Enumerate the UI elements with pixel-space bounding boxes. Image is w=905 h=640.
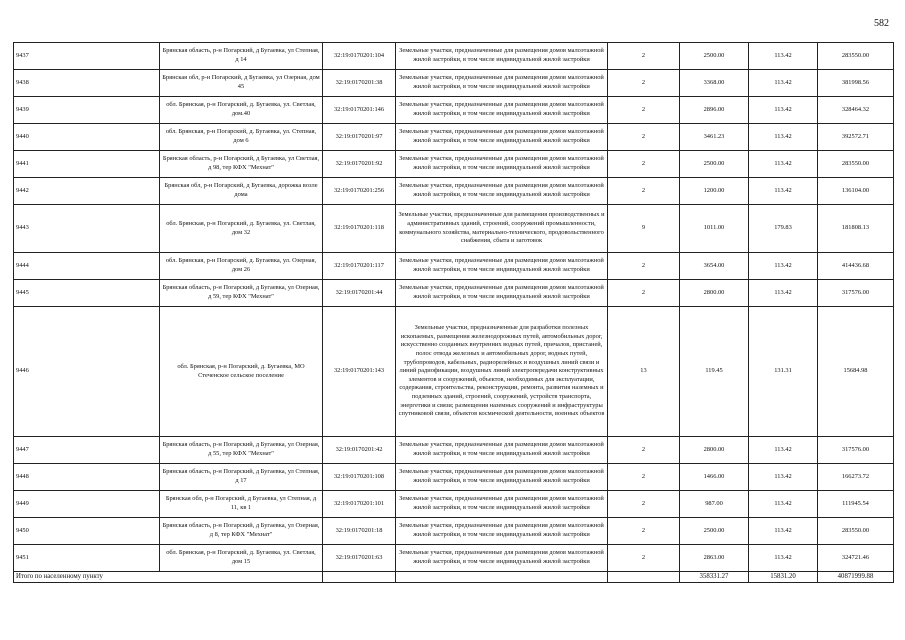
table-row	[14, 124, 894, 151]
cadastral-number-cell: 32:19:0170201:44	[323, 280, 396, 307]
address-cell: Брянская область, р-н Погарский, д Бугаевка, ул Озерная, д 8, тер КФХ "Мехнат"	[160, 518, 323, 545]
land-use-cell: Земельные участки, предназначенные для размещения домов малоэтажной жилой застройки, в том числе индивидуальной жилой застройки	[396, 464, 608, 491]
cadastral-value-cell: 283550.00	[818, 151, 894, 178]
use-code-cell: 9	[608, 205, 680, 253]
cadastral-number-cell: 32:19:0170201:118	[323, 205, 396, 253]
specific-value-cell: 113.42	[749, 97, 818, 124]
specific-value-cell: 113.42	[749, 43, 818, 70]
address-cell: Брянская область, р-н Погарский, д Бугаевка, ул Степная, д 17	[160, 464, 323, 491]
total-value: 40871999.88	[818, 572, 894, 583]
address-cell: обл. Брянская, р-н Погарский, д. Бугаевка, ул. Светлая, дом 15	[160, 545, 323, 572]
specific-value-cell: 113.42	[749, 545, 818, 572]
specific-value-cell: 113.42	[749, 151, 818, 178]
row-number: 9437	[14, 43, 160, 70]
use-code-cell: 2	[608, 178, 680, 205]
area-cell: 1466.00	[680, 464, 749, 491]
table-row	[14, 491, 894, 518]
address-cell: обл. Брянская, р-н Погарский, д. Бугаевка, ул. Степная, дом 6	[160, 124, 323, 151]
cadastral-value-cell: 392572.71	[818, 124, 894, 151]
use-code-cell: 2	[608, 491, 680, 518]
cadastral-value-cell: 414436.68	[818, 253, 894, 280]
area-cell: 2500.00	[680, 518, 749, 545]
cadastral-value-cell: 317576.00	[818, 437, 894, 464]
cadastral-value-cell: 136104.00	[818, 178, 894, 205]
address-cell: Брянская обл, р-н Погарский, д Бугаевка, ул Озерная, дом 45	[160, 70, 323, 97]
area-cell: 2863.00	[680, 545, 749, 572]
row-number: 9445	[14, 280, 160, 307]
table-row	[14, 464, 894, 491]
table-body	[14, 43, 894, 583]
specific-value-cell: 113.42	[749, 437, 818, 464]
table-row	[14, 307, 894, 437]
area-cell: 3461.23	[680, 124, 749, 151]
area-cell: 119.45	[680, 307, 749, 437]
use-code-cell: 2	[608, 124, 680, 151]
use-code-cell: 2	[608, 151, 680, 178]
area-cell: 3368.00	[680, 70, 749, 97]
cadastral-value-cell: 181808.13	[818, 205, 894, 253]
address-cell: обл. Брянская, р-н Погарский, д. Бугаевка, МО Стеченское сельское поселение	[160, 307, 323, 437]
cadastral-number-cell: 32:19:0170201:117	[323, 253, 396, 280]
table-row	[14, 437, 894, 464]
row-number: 9443	[14, 205, 160, 253]
use-code-cell: 2	[608, 43, 680, 70]
land-use-cell: Земельные участки, предназначенные для размещения домов малоэтажной жилой застройки, в том числе индивидуальной жилой застройки	[396, 178, 608, 205]
specific-value-cell: 113.42	[749, 280, 818, 307]
cadastral-number-cell: 32:19:0170201:63	[323, 545, 396, 572]
area-cell: 1011.00	[680, 205, 749, 253]
table-row	[14, 545, 894, 572]
cadastral-number-cell: 32:19:0170201:38	[323, 70, 396, 97]
table-row	[14, 280, 894, 307]
land-use-cell: Земельные участки, предназначенные для размещения домов малоэтажной жилой застройки, в том числе индивидуальной жилой застройки	[396, 518, 608, 545]
use-code-cell: 13	[608, 307, 680, 437]
address-cell: обл. Брянская, р-н Погарский, д. Бугаевка, ул. Озерная, дом 26	[160, 253, 323, 280]
address-cell: обл. Брянская, р-н Погарский, д. Бугаевка, ул. Светлая, дом 32	[160, 205, 323, 253]
total-area: 358331.27	[680, 572, 749, 583]
land-use-cell: Земельные участки, предназначенные для размещения домов малоэтажной жилой застройки, в том числе индивидуальной жилой застройки	[396, 280, 608, 307]
area-cell: 987.00	[680, 491, 749, 518]
table-row	[14, 518, 894, 545]
specific-value-cell: 113.42	[749, 464, 818, 491]
land-use-cell: Земельные участки, предназначенные для размещения домов малоэтажной жилой застройки, в том числе индивидуальной жилой застройки	[396, 437, 608, 464]
cadastral-value-cell: 111945.54	[818, 491, 894, 518]
use-code-cell: 2	[608, 437, 680, 464]
cadastral-value-cell: 317576.00	[818, 280, 894, 307]
table-row	[14, 253, 894, 280]
area-cell: 2800.00	[680, 280, 749, 307]
address-cell: обл. Брянская, р-н Погарский, д. Бугаевка, ул. Светлая, дом.40	[160, 97, 323, 124]
address-cell: Брянская обл, р-н Погарский, д Бугаевка, дорожка возле дома	[160, 178, 323, 205]
row-number: 9442	[14, 178, 160, 205]
address-cell: Брянская область, р-н Погарский, д Бугаевка, ул Степная, д 14	[160, 43, 323, 70]
use-code-cell: 2	[608, 253, 680, 280]
specific-value-cell: 113.42	[749, 491, 818, 518]
specific-value-cell: 113.42	[749, 518, 818, 545]
area-cell: 2800.00	[680, 437, 749, 464]
address-cell: Брянская область, р-н Погарский, д Бугаевка, ул Светлая, д 98, тер КФХ "Мехнат"	[160, 151, 323, 178]
specific-value-cell: 113.42	[749, 178, 818, 205]
land-use-cell: Земельные участки, предназначенные для размещения домов малоэтажной жилой застройки, в том числе индивидуальной жилой застройки	[396, 253, 608, 280]
row-number: 9440	[14, 124, 160, 151]
cadastral-number-cell: 32:19:0170201:97	[323, 124, 396, 151]
row-number: 9447	[14, 437, 160, 464]
table-row	[14, 70, 894, 97]
cadastral-value-cell: 381998.56	[818, 70, 894, 97]
total-label: Итого по населенному пункту	[14, 572, 323, 583]
table-row	[14, 97, 894, 124]
total-empty-cadastral	[323, 572, 396, 583]
specific-value-cell: 179.83	[749, 205, 818, 253]
cadastral-number-cell: 32:19:0170201:92	[323, 151, 396, 178]
table-row	[14, 43, 894, 70]
land-use-cell: Земельные участки, предназначенные для размещения домов малоэтажной жилой застройки, в том числе индивидуальной жилой застройки	[396, 43, 608, 70]
row-number: 9449	[14, 491, 160, 518]
total-rate: 15831.20	[749, 572, 818, 583]
cadastral-number-cell: 32:19:0170201:101	[323, 491, 396, 518]
total-empty-code	[608, 572, 680, 583]
cadastral-number-cell: 32:19:0170201:256	[323, 178, 396, 205]
table-row	[14, 151, 894, 178]
land-use-cell: Земельные участки, предназначенные для размещения домов малоэтажной жилой застройки, в том числе индивидуальной жилой застройки	[396, 97, 608, 124]
specific-value-cell: 113.42	[749, 70, 818, 97]
cadastral-value-cell: 324721.46	[818, 545, 894, 572]
total-empty-use	[396, 572, 608, 583]
land-use-cell: Земельные участки, предназначенные для размещения производственных и административных зданий, строений, сооружений промышленности, коммунального хозяйства, материально-технического, продовольственного снабжения, сбыта и заготовок	[396, 205, 608, 253]
use-code-cell: 2	[608, 518, 680, 545]
row-number: 9439	[14, 97, 160, 124]
row-number: 9438	[14, 70, 160, 97]
table-row	[14, 178, 894, 205]
address-cell: Брянская область, р-н Погарский, д Бугаевка, ул Озерная, д 59, тер КФХ "Мехнат"	[160, 280, 323, 307]
use-code-cell: 2	[608, 280, 680, 307]
cadastral-number-cell: 32:19:0170201:104	[323, 43, 396, 70]
row-number: 9450	[14, 518, 160, 545]
row-number: 9444	[14, 253, 160, 280]
page-number: 582	[874, 18, 889, 29]
land-use-cell: Земельные участки, предназначенные для разработки полезных ископаемых, размещения железнодорожных путей, автомобильных дорог, искусственно созданных внутренних водных путей, причалов, пристаней, полос отвода железных и автомобильных дорог, водных путей, трубопроводов, кабельных, радиорелейных и воздушных линий связи и линий радиофикации, воздушных линий электропередачи конструктивных элементов и сооружений, объектов, необходимых для эксплуатации, содержания, строительства, реконструкции, ремонта, развития наземных и подземных зданий, строений, сооружений, устройств транспорта, энергетики и связи; размещения наземных сооружений и инфраструктуры спутниковой связи, объектов космической деятельности, военных объектов	[396, 307, 608, 437]
cadastral-value-cell: 166273.72	[818, 464, 894, 491]
area-cell: 3654.00	[680, 253, 749, 280]
cadastral-value-cell: 283550.00	[818, 43, 894, 70]
cadastral-number-cell: 32:19:0170201:18	[323, 518, 396, 545]
cadastral-value-cell: 15684.98	[818, 307, 894, 437]
total-row	[14, 572, 894, 583]
row-number: 9446	[14, 307, 160, 437]
specific-value-cell: 113.42	[749, 253, 818, 280]
area-cell: 2500.00	[680, 151, 749, 178]
cadastral-value-cell: 328464.32	[818, 97, 894, 124]
land-use-cell: Земельные участки, предназначенные для размещения домов малоэтажной жилой застройки, в том числе индивидуальной жилой застройки	[396, 491, 608, 518]
land-use-cell: Земельные участки, предназначенные для размещения домов малоэтажной жилой застройки, в том числе индивидуальной жилой застройки	[396, 70, 608, 97]
row-number: 9441	[14, 151, 160, 178]
table-row	[14, 205, 894, 253]
land-use-cell: Земельные участки, предназначенные для размещения домов малоэтажной жилой застройки, в том числе индивидуальной жилой застройки	[396, 545, 608, 572]
use-code-cell: 2	[608, 464, 680, 491]
use-code-cell: 2	[608, 70, 680, 97]
land-use-cell: Земельные участки, предназначенные для размещения домов малоэтажной жилой застройки, в том числе индивидуальной жилой застройки	[396, 124, 608, 151]
cadastral-number-cell: 32:19:0170201:108	[323, 464, 396, 491]
use-code-cell: 2	[608, 545, 680, 572]
row-number: 9451	[14, 545, 160, 572]
use-code-cell: 2	[608, 97, 680, 124]
specific-value-cell: 113.42	[749, 124, 818, 151]
land-plots-table	[13, 42, 894, 583]
address-cell: Брянская обл, р-н Погарский, д Бугаевка, ул Степная, д 11, кв 1	[160, 491, 323, 518]
area-cell: 1200.00	[680, 178, 749, 205]
address-cell: Брянская область, р-н Погарский, д Бугаевка, ул Озерная, д 55, тер КФХ "Мехнат"	[160, 437, 323, 464]
land-use-cell: Земельные участки, предназначенные для размещения домов малоэтажной жилой застройки, в том числе индивидуальной жилой застройки	[396, 151, 608, 178]
specific-value-cell: 131.31	[749, 307, 818, 437]
cadastral-number-cell: 32:19:0170201:143	[323, 307, 396, 437]
row-number: 9448	[14, 464, 160, 491]
area-cell: 2500.00	[680, 43, 749, 70]
area-cell: 2896.00	[680, 97, 749, 124]
cadastral-number-cell: 32:19:0170201:42	[323, 437, 396, 464]
cadastral-value-cell: 283550.00	[818, 518, 894, 545]
cadastral-number-cell: 32:19:0170201:146	[323, 97, 396, 124]
